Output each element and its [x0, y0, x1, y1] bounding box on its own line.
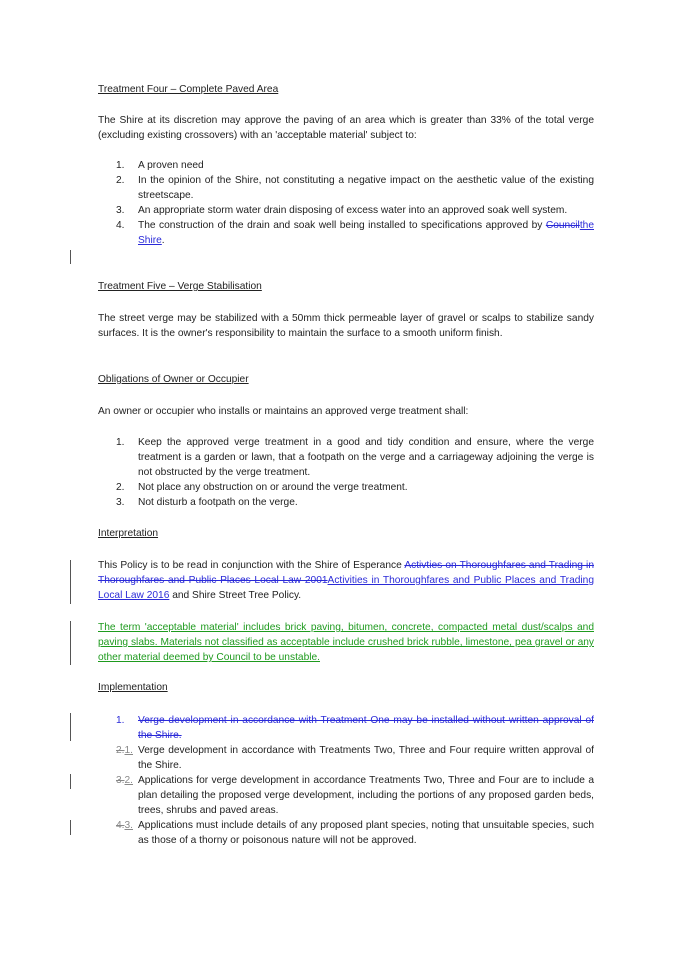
- deleted-text: Activties on Thoroughfares and Trading in Thoroughfares and Public Places Local Law 2001: [98, 560, 594, 586]
- inserted-text: the Shire: [138, 220, 594, 246]
- obligations-list: [98, 435, 594, 510]
- treatment-five-text: The street verge may be stabilized with a 50mm thick permeable layer of gravel or scalps to stabilize sandy surfaces. It is the owner's responsibility to maintain the surface to a smooth uniform finish.: [98, 313, 594, 339]
- treatment-five-heading: Treatment Five – Verge Stabilisation: [98, 281, 262, 292]
- change-bar: [70, 621, 71, 665]
- implementation-heading: Implementation: [98, 682, 168, 693]
- change-bar: [70, 774, 71, 789]
- implementation-list: [98, 713, 594, 848]
- acceptable-material-definition: The term 'acceptable material' includes brick paving, bitumen, concrete, compacted metal dust/scalps and paving slabs. Materials not classified as acceptable include crushed brick rubble, limestone, pea gravel or any other material deemed by Council to be unstable.: [98, 622, 594, 663]
- list-item: 3.2. Applications for verge development in accordance Treatments Two, Three and Four are to include a plan detailing the proposed verge development, including the portions of any proposed garden beds, trees, shrubs and paved areas.: [116, 775, 594, 816]
- change-bar: [70, 250, 71, 264]
- list-item: 3. Not disturb a footpath on the verge.: [116, 497, 298, 508]
- deleted-text: Council: [545, 220, 580, 231]
- change-bar: [70, 820, 71, 835]
- inserted-text: Activities in Thoroughfares and Public Places and Trading Local Law 2016: [98, 575, 594, 601]
- list-item: 2. In the opinion of the Shire, not constituting a negative impact on the aesthetic value of the existing streetscape.: [116, 175, 594, 201]
- list-item: 4. The construction of the drain and soak well being installed to specifications approved by Councilthe Shire.: [116, 220, 594, 246]
- change-bar: [70, 713, 71, 741]
- change-bar: [70, 560, 71, 604]
- list-item: 2. Not place any obstruction on or around the verge treatment.: [116, 482, 408, 493]
- obligations-intro: An owner or occupier who installs or maintains an approved verge treatment shall:: [98, 406, 469, 417]
- treatment-four-list: [98, 158, 594, 248]
- list-item: 1. Keep the approved verge treatment in a good and tidy condition and ensure, where the verge treatment is a garden or lawn, that a footpath on the verge and a carriageway adjoining the verge is not obstructed by the verge treatment.: [116, 437, 594, 478]
- obligations-heading: Obligations of Owner or Occupier: [98, 374, 249, 385]
- list-item: 3. An appropriate storm water drain disposing of excess water into an approved soak well system.: [116, 205, 568, 216]
- interpretation-heading: Interpretation: [98, 528, 159, 539]
- interpretation-text: This Policy is to be read in conjunction with the Shire of Esperance Activties on Thoroughfares and Trading in Thoroughfares and Public Places Local Law 2001Activities in Thoroughfares and Public Places and Trading Local Law 2016 and Shire Street Tree Policy.: [98, 560, 594, 601]
- deleted-list-item: 1. Verge development in accordance with Treatment One may be installed without written approval of the Shire.: [116, 715, 594, 741]
- list-item: 1. A proven need: [116, 160, 204, 171]
- treatment-four-intro: The Shire at its discretion may approve the paving of an area which is greater than 33% of the total verge (excluding existing crossovers) with an 'acceptable material' subject to:: [98, 115, 594, 141]
- list-item: 4.3. Applications must include details of any proposed plant species, noting that unsuitable species, such as those of a thorny or poisonous nature will not be approved.: [116, 820, 594, 846]
- treatment-four-heading: Treatment Four – Complete Paved Area: [98, 84, 279, 95]
- list-item: 2.1. Verge development in accordance with Treatments Two, Three and Four require written approval of the Shire.: [116, 745, 594, 771]
